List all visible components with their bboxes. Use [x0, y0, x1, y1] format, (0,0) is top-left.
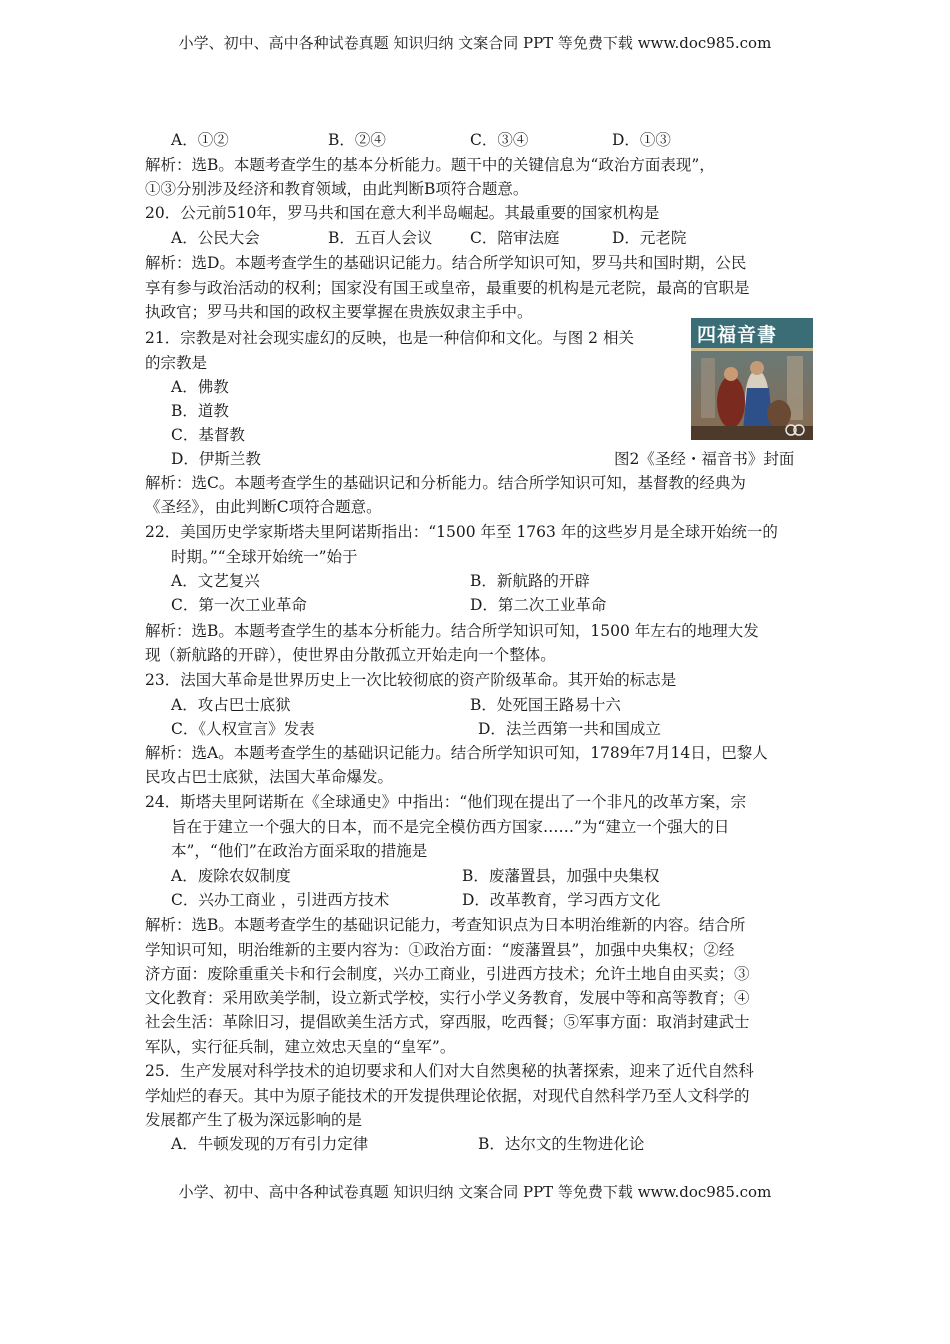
q23-option-c: C．《人权宣言》发表: [171, 720, 315, 738]
q21-option-a: A．佛教: [171, 378, 229, 396]
q22-option-c: C．第一次工业革命: [171, 596, 307, 614]
bible-cover-figure: [691, 318, 813, 440]
q21-option-c: C．基督教: [171, 426, 245, 444]
q24-option-c: C．兴办工商业 ，引进西方技术: [171, 891, 390, 909]
q23-option-d: D．法兰西第一共和国成立: [478, 720, 661, 738]
q24-analysis-line: 文化教育：采用欧美学制，设立新式学校，实行小学义务教育，发展中等和高等教育；④: [145, 989, 750, 1007]
q21-stem: 21．宗教是对社会现实虚幻的反映，也是一种信仰和文化。与图 2 相关: [145, 329, 634, 347]
q20-option-a: A．公民大会: [171, 229, 260, 247]
q22-analysis-line: 解析：选B。本题考查学生的基本分析能力。结合所学知识可知，1500 年左右的地理大发: [145, 622, 759, 640]
q24-analysis-line: 学知识可知，明治维新的主要内容为：①政治方面：“废藩置县”，加强中央集权；②经: [145, 941, 735, 959]
q21-option-b: B．道教: [171, 402, 229, 420]
q20-option-d: D．元老院: [612, 229, 687, 247]
q24-option-d: D．改革教育，学习西方文化: [462, 891, 661, 909]
q22-option-d: D．第二次工业革命: [470, 596, 607, 614]
q19-option-d: D．①③: [612, 131, 671, 149]
q24-analysis-line: 济方面：废除重重关卡和行会制度，兴办工商业，引进西方技术；允许土地自由买卖；③: [145, 965, 750, 983]
q20-option-c: C．陪审法庭: [470, 229, 560, 247]
q25-option-a: A．牛顿发现的万有引力定律: [171, 1135, 369, 1153]
q20-analysis-line: 享有参与政治活动的权利；国家没有国王或皇帝，最重要的机构是元老院，最高的官职是: [145, 279, 750, 297]
q20-option-b: B．五百人会议: [328, 229, 433, 247]
q25-option-b: B．达尔文的生物进化论: [478, 1135, 645, 1153]
q20-analysis-line: 解析：选D。本题考查学生的基础识记能力。结合所学知识可知，罗马共和国时期，公民: [145, 254, 747, 272]
page-header: 小学、初中、高中各种试卷真题 知识归纳 文案合同 PPT 等免费下载 www.doc985.com: [178, 34, 772, 52]
q21-option-d: D．伊斯兰教: [171, 450, 261, 468]
q19-analysis-line: ①③分别涉及经济和教育领域，由此判断B项符合题意。: [145, 180, 529, 198]
q20-stem: 20．公元前510年，罗马共和国在意大利半岛崛起。其最重要的国家机构是: [145, 204, 660, 222]
q19-option-a: A．①②: [171, 131, 229, 149]
q25-stem: 25．生产发展对科学技术的迫切要求和人们对大自然奥秘的执著探索，迎来了近代自然科: [145, 1062, 754, 1080]
q22-option-a: A．文艺复兴: [171, 572, 260, 590]
q21-stem: 的宗教是: [145, 354, 208, 372]
cover-title: 四福音書: [697, 324, 778, 346]
q24-option-a: A．废除农奴制度: [171, 867, 291, 885]
q25-stem: 发展都产生了极为深远影响的是: [145, 1111, 363, 1129]
q22-option-b: B．新航路的开辟: [470, 572, 590, 590]
q23-option-a: A．攻占巴士底狱: [171, 696, 291, 714]
q21-analysis-line: 解析：选C。本题考查学生的基础识记和分析能力。结合所学知识可知，基督教的经典为: [145, 474, 746, 492]
q24-analysis-line: 解析：选B。本题考查学生的基础识记能力，考查知识点为日本明治维新的内容。结合所: [145, 916, 746, 934]
q20-analysis-line: 执政官；罗马共和国的政权主要掌握在贵族奴隶主手中。: [145, 303, 533, 321]
q23-analysis-line: 民攻占巴士底狱，法国大革命爆发。: [145, 768, 394, 786]
q24-analysis-line: 社会生活：革除旧习，提倡欧美生活方式，穿西服，吃西餐；⑤军事方面：取消封建武士: [145, 1013, 750, 1031]
q21-analysis-line: 《圣经》，由此判断C项符合题意。: [145, 498, 382, 516]
q24-analysis-line: 军队，实行征兵制，建立效忠天皇的“皇军”。: [145, 1038, 456, 1056]
q25-stem: 学灿烂的春天。其中为原子能技术的开发提供理论依据，对现代自然科学乃至人文科学的: [145, 1087, 750, 1105]
q24-stem: 本”，“他们”在政治方面采取的措施是: [171, 842, 428, 860]
figure-caption: 图2《圣经・福音书》封面: [614, 450, 795, 468]
q22-stem: 22．美国历史学家斯塔夫里阿诺斯指出：“1500 年至 1763 年的这些岁月是全球开始统一的: [145, 523, 778, 541]
q19-analysis-line: 解析：选B。本题考查学生的基本分析能力。题干中的关键信息为“政治方面表现”，: [145, 156, 715, 174]
q24-stem: 24．斯塔夫里阿诺斯在《全球通史》中指出：“他们现在提出了一个非凡的改革方案，宗: [145, 793, 747, 811]
q24-stem: 旨在于建立一个强大的日本，而不是完全模仿西方国家……”为“建立一个强大的日: [171, 818, 730, 836]
q23-analysis-line: 解析：选A。本题考查学生的基础识记能力。结合所学知识可知，1789年7月14日，巴黎人: [145, 744, 768, 762]
page-footer: 小学、初中、高中各种试卷真题 知识归纳 文案合同 PPT 等免费下载 www.doc985.com: [178, 1183, 772, 1201]
q22-analysis-line: 现（新航路的开辟），使世界由分散孤立开始走向一个整体。: [145, 646, 556, 664]
q24-option-b: B．废藩置县，加强中央集权: [462, 867, 660, 885]
q23-stem: 23．法国大革命是世界历史上一次比较彻底的资产阶级革命。其开始的标志是: [145, 671, 677, 689]
q19-option-b: B．②④: [328, 131, 386, 149]
q23-option-b: B．处死国王路易十六: [470, 696, 621, 714]
q22-stem: 时期。”“全球开始统一”始于: [171, 548, 358, 566]
q19-option-c: C．③④: [470, 131, 529, 149]
